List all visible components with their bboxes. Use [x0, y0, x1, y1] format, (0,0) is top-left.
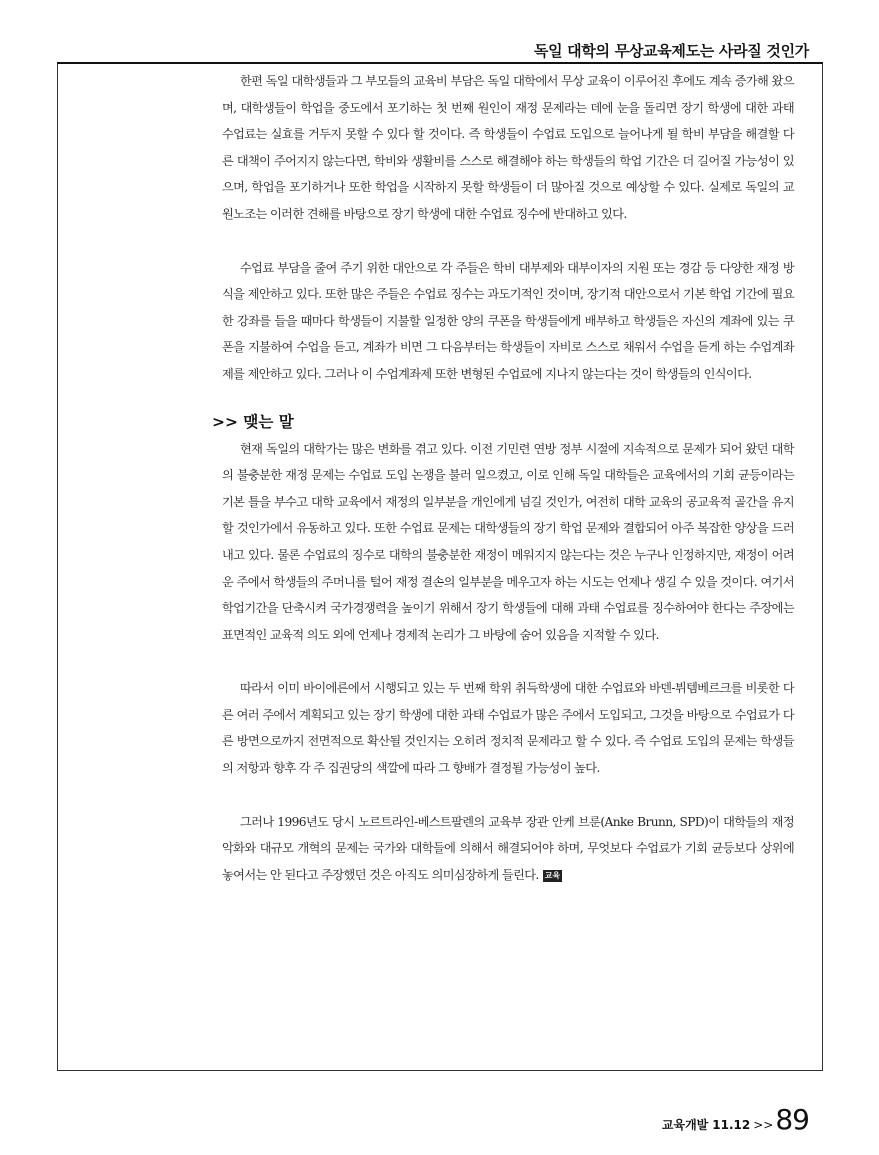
- footer-magazine-name: 교육개발: [661, 1118, 709, 1132]
- paragraph-conclusion-1: 현재 독일의 대학가는 많은 변화를 겪고 있다. 이전 기민련 연방 정부 시절에 지속적으로 문제가 되어 왔던 대학의 불충분한 재정 문제는 수업료 도입 논쟁을 불러 일으켰고, 이로 인해 독일 대학들은 교육에서의 기회 균등이라는 기본 틀을 부수고 대학 교육에서 재정의 일부분을 개인에게 넘길 것인가, 여전히 대학 교육의 공교육적 골간을 유지할 것인가에서 유동하고 있다. 또한 수업료 문제는 대학생들의 장기 학업 문제와 결합되어 아주 복잡한 양상을 드러내고 있다. 물론 수업료의 징수로 대학의 불충분한 재정이 메워지지 않는다는 것은 누구나 인정하지만, 재정이 어려운 주에서 학생들의 주머니를 털어 재정 결손의 일부분을 메우고자 하는 시도는 언제나 생길 수 있을 것이다. 여기서 학업기간을 단축시켜 국가경쟁력을 높이기 위해서 장기 학생들에 대해 과태 수업료를 징수하여야 한다는 주장에는 표면적인 교육적 의도 외에 언제나 경제적 논리가 그 바탕에 숨어 있음을 지적할 수 있다.: [222, 441, 794, 642]
- paragraph-conclusion-3-text: 그러나 1996년도 당시 노르트라인-베스트팔렌의 교육부 장관 안케 브룬(Anke Brunn, SPD)이 대학들의 재정 악화와 대규모 개혁의 문제는 국가와 대학들에 의해서 해결되어야 하며, 무엇보다 수업료가 기회 균등보다 상위에 놓여서는 안 된다고 주장했던 것은 아직도 의미심장하게 들린다.: [222, 814, 794, 882]
- end-mark-icon: 교육: [544, 870, 561, 880]
- paragraph-conclusion-3: [222, 809, 794, 889]
- running-header-title: 독일 대학의 무상교육제도는 사라질 것인가: [533, 42, 809, 60]
- footer-issue: 11.12: [712, 1118, 751, 1132]
- paragraph-tuition-burden: 한편 독일 대학생들과 그 부모들의 교육비 부담은 독일 대학에서 무상 교육이 이루어진 후에도 계속 증가해 왔으며, 대학생들이 학업을 중도에서 포기하는 첫 번째 원인이 재정 문제라는 데에 눈을 돌리면 장기 학생에 대한 과태 수업료는 실효를 거두지 못할 수 있다 할 것이다. 즉 학생들이 수업료 도입으로 늘어나게 될 학비 부담을 해결할 다른 대책이 주어지지 않는다면, 학비와 생활비를 스스로 해결해야 하는 학생들의 학업 기간은 더 길어질 가능성이 있으며, 학업을 포기하거나 또한 학업을 시작하지 못할 학생들이 더 많아질 것으로 예상할 수 있다. 실제로 독일의 교원노조는 이러한 견해를 바탕으로 장기 학생에 대한 수업료 징수에 반대하고 있다.: [222, 74, 794, 221]
- page-number: 89: [775, 1103, 809, 1136]
- page-footer: [662, 1103, 809, 1136]
- paragraph-alternatives: 수업료 부담을 줄여 주기 위한 대안으로 각 주들은 학비 대부제와 대부이자의 지원 또는 경감 등 다양한 재정 방식을 제안하고 있다. 또한 많은 주들은 수업료 징수는 과도기적인 것이며, 장기적 대안으로서 기본 학업 기간에 필요한 강좌를 들을 때마다 학생들이 지불할 일정한 양의 쿠폰을 학생들에게 배부하고 학생들은 자신의 계좌에 있는 쿠폰을 지불하여 수업을 듣고, 계좌가 비면 그 다음부터는 학생들이 자비로 스스로 채워서 수업을 듣게 하는 수업계좌제를 제안하고 있다. 그러나 이 수업계좌제 또한 변형된 수업료에 지나지 않는다는 것이 학생들의 인식이다.: [222, 260, 794, 381]
- paragraph-conclusion-2: 따라서 이미 바이에른에서 시행되고 있는 두 번째 학위 취득학생에 대한 수업료와 바덴-뷔템베르크를 비롯한 다른 여러 주에서 계획되고 있는 장기 학생에 대한 과태 수업료가 많은 주에서 도입되고, 그것을 바탕으로 수업료가 다른 방면으로까지 전면적으로 확산될 것인지는 오히려 정치적 문제라고 할 수 있다. 즉 수업료 도입의 문제는 학생들의 저항과 향후 각 주 집권당의 색깔에 따라 그 향배가 결정될 가능성이 높다.: [222, 681, 794, 776]
- footer-arrows: >>: [753, 1118, 774, 1132]
- section-heading-conclusion: >> 맺는 말: [212, 412, 294, 431]
- article-body: [212, 64, 794, 888]
